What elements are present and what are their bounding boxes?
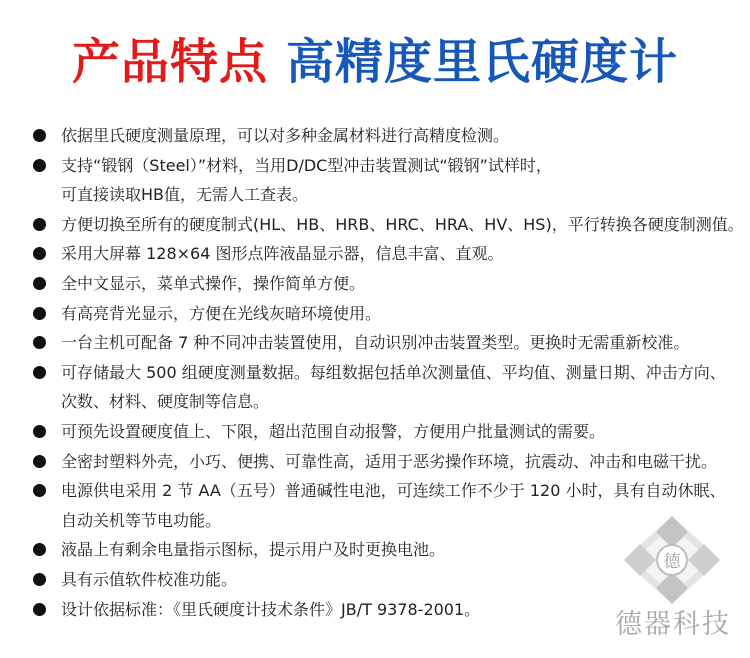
feature-item <box>0 151 750 210</box>
feature-text: 有高亮背光显示，方便在光线灰暗环境使用。 <box>61 303 382 323</box>
feature-text: 可直接读取HB值，无需人工查表。 <box>61 185 309 205</box>
feature-text: 全中文显示，菜单式操作，操作简单方便。 <box>61 273 366 293</box>
feature-item <box>0 328 750 358</box>
bullet-icon <box>33 218 46 231</box>
feature-item <box>0 121 750 151</box>
feature-item <box>0 358 750 417</box>
bullet-icon <box>33 366 46 379</box>
bullet-icon <box>33 307 46 320</box>
feature-item <box>0 239 750 269</box>
bullet-icon <box>33 455 46 468</box>
feature-text: 全密封塑料外壳，小巧、便携、可靠性高，适用于恶劣操作环境，抗震动、冲击和电磁干扰。 <box>61 451 718 471</box>
bullet-icon <box>33 484 46 497</box>
title-product-name: 高精度里氏硬度计 <box>286 34 679 90</box>
bullet-icon <box>33 277 46 290</box>
title-product-features: 产品特点 <box>71 34 268 90</box>
diamond-logo-icon <box>618 512 726 608</box>
feature-text: 液晶上有剩余电量指示图标，提示用户及时更换电池。 <box>61 540 446 560</box>
feature-text: 一台主机可配备 7 种不同冲击装置使用，自动识别冲击装置类型。更换时无需重新校准。 <box>61 333 690 353</box>
feature-text: 设计依据标准：《里氏硬度计技术条件》JB/T 9378-2001。 <box>61 599 481 619</box>
bullet-icon <box>33 425 46 438</box>
feature-text: 可存储最大 500 组硬度测量数据。每组数据包括单次测量值、平均值、测量日期、冲击方向、 <box>61 362 726 382</box>
page-title <box>0 30 750 94</box>
bullet-icon <box>33 336 46 349</box>
feature-text: 方便切换至所有的硬度制式(HL、HB、HRB、HRC、HRA、HV、HS)，平行转换各硬度制测值。 <box>61 214 744 234</box>
feature-text: 次数、材料、硬度制等信息。 <box>61 392 270 412</box>
feature-item <box>0 269 750 299</box>
feature-item <box>0 210 750 240</box>
feature-text: 采用大屏幕 128×64 图形点阵液晶显示器，信息丰富、直观。 <box>61 244 504 264</box>
feature-item <box>0 417 750 447</box>
bullet-icon <box>33 603 46 616</box>
logo-character: 德 <box>663 552 681 572</box>
bullet-icon <box>33 159 46 172</box>
feature-text: 电源供电采用 2 节 AA（五号）普通碱性电池，可连续工作不少于 120 小时，具有自动休眠、 <box>61 481 726 501</box>
bullet-icon <box>33 247 46 260</box>
brand-name: 德器科技 <box>615 609 731 640</box>
feature-text: 支持“锻钢（Steel）”材料，当用D/DC型冲击装置测试“锻钢”试样时， <box>61 155 552 175</box>
bullet-icon <box>33 129 46 142</box>
feature-text: 依据里氏硬度测量原理，可以对多种金属材料进行高精度检测。 <box>61 126 510 145</box>
feature-item <box>0 447 750 477</box>
bullet-icon <box>33 543 46 556</box>
bullet-icon <box>33 573 46 586</box>
feature-text: 可预先设置硬度值上、下限，超出范围自动报警，方便用户批量测试的需要。 <box>61 421 606 441</box>
feature-text: 具有示值软件校准功能。 <box>61 569 238 589</box>
feature-item <box>0 299 750 329</box>
feature-text: 自动关机等节电功能。 <box>61 510 222 530</box>
